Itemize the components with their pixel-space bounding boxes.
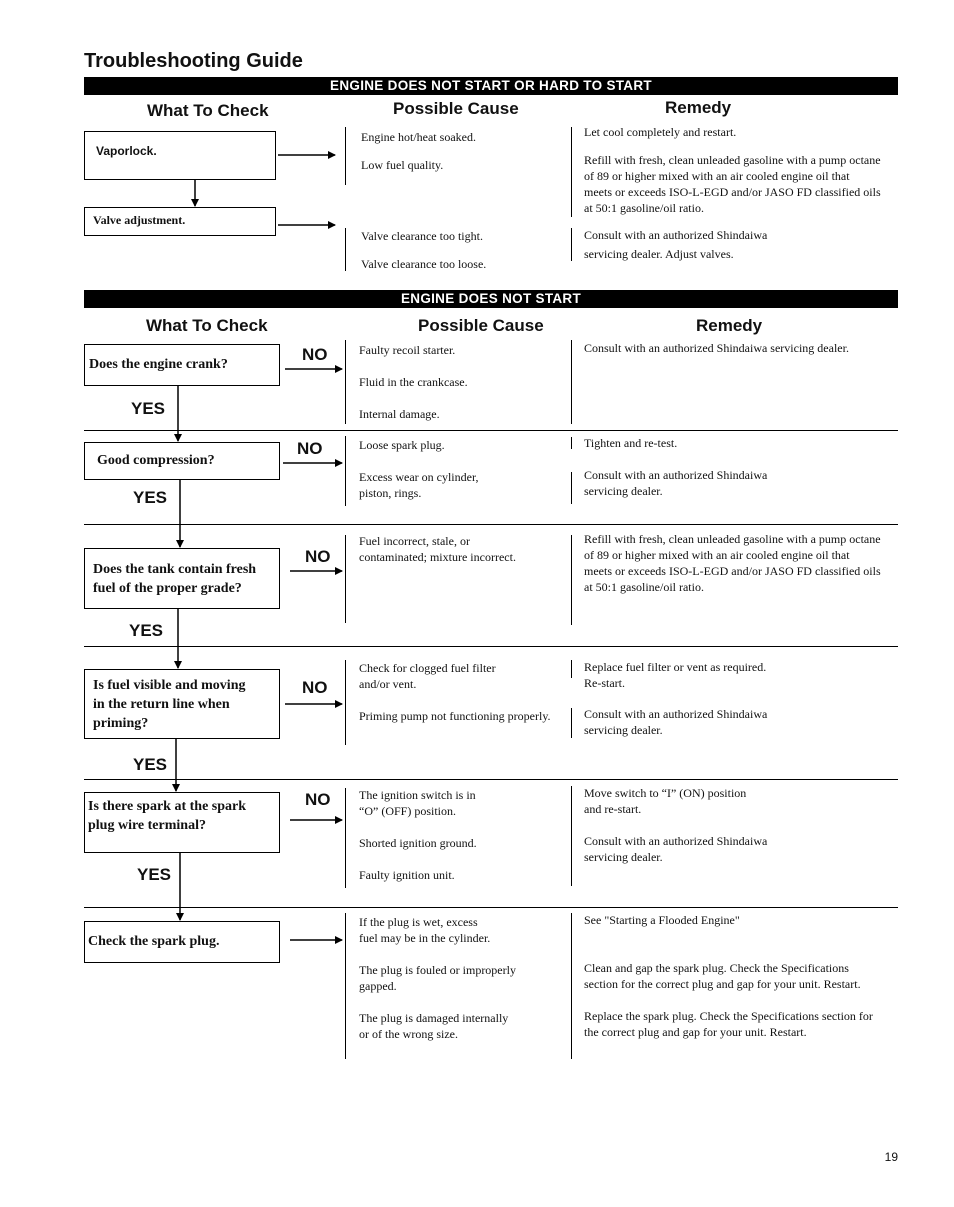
check-label: Does the engine crank? (89, 357, 228, 372)
check-label: Check the spark plug. (88, 934, 220, 949)
remedy-text: Replace the spark plug. Check the Specifications section for the correct plug and gap for your unit. Restart. (584, 1009, 873, 1039)
cause-text: Fuel incorrect, stale, or contaminated; mixture incorrect. (359, 534, 516, 564)
cause-text: Priming pump not functioning properly. (359, 709, 551, 723)
check-label: Valve adjustment. (93, 213, 186, 227)
yes-label: YES (131, 399, 166, 418)
yes-label: YES (129, 621, 164, 640)
header-remedy: Remedy (696, 316, 763, 335)
cause-text: If the plug is wet, excess fuel may be in the cylinder. (359, 915, 491, 945)
remedy-text: Refill with fresh, clean unleaded gasoline with a pump octane of 89 or higher mixed with an air cooled engine oil that meets or exceeds ISO-L-EGD and/or JASO FD classified oils at 50:1 gasoline/oil ratio. (584, 153, 881, 215)
remedy-text: Replace fuel filter or vent as required. Re-start. (584, 660, 767, 690)
cause-text: Faulty recoil starter. (359, 343, 456, 357)
header-remedy: Remedy (665, 98, 732, 117)
header-what-to-check: What To Check (146, 316, 268, 335)
check-label: Vaporlock. (96, 144, 157, 158)
section-banner-hard-to-start: ENGINE DOES NOT START OR HARD TO START (84, 77, 898, 95)
header-possible-cause: Possible Cause (418, 316, 544, 335)
check-label: Does the tank contain fresh fuel of the proper grade? (93, 561, 257, 596)
no-label: NO (305, 547, 331, 566)
section-banner-does-not-start: ENGINE DOES NOT START (84, 290, 898, 308)
cause-text: Check for clogged fuel filter and/or vent. (359, 661, 496, 691)
remedy-text: See "Starting a Flooded Engine" (584, 913, 740, 927)
cause-text: Internal damage. (359, 407, 440, 421)
cause-text: Shorted ignition ground. (359, 836, 477, 850)
yes-label: YES (137, 865, 172, 884)
page-number: 19 (884, 1150, 898, 1164)
remedy-text: Tighten and re-test. (584, 436, 678, 450)
remedy-text: Move switch to “I” (ON) position and re-start. (584, 786, 747, 816)
no-label: NO (297, 439, 323, 458)
cause-text: Fluid in the crankcase. (359, 375, 468, 389)
remedy-text: Consult with an authorized Shindaiwa servicing dealer. (584, 468, 768, 498)
page-title: Troubleshooting Guide (84, 50, 303, 72)
remedy-text: Let cool completely and restart. (584, 125, 737, 139)
cause-text: Excess wear on cylinder, piston, rings. (359, 470, 479, 500)
cause-text: Faulty ignition unit. (359, 868, 455, 882)
check-label: Is fuel visible and moving in the return line when priming? (93, 677, 246, 731)
remedy-text: Consult with an authorized Shindaiwa servicing dealer. (584, 341, 849, 355)
remedy-text: servicing dealer. Adjust valves. (584, 247, 734, 261)
yes-label: YES (133, 755, 168, 774)
check-label: Is there spark at the spark plug wire terminal? (88, 798, 247, 833)
header-possible-cause: Possible Cause (393, 99, 519, 118)
no-label: NO (302, 345, 328, 364)
remedy-text: Clean and gap the spark plug. Check the Specifications section for the correct plug and gap for your unit. Restart. (584, 961, 861, 991)
no-label: NO (302, 678, 328, 697)
remedy-text: Consult with an authorized Shindaiwa (584, 228, 768, 242)
cause-text: Valve clearance too tight. (361, 229, 483, 243)
yes-label: YES (133, 488, 168, 507)
cause-text: The plug is damaged internally or of the wrong size. (359, 1011, 509, 1041)
cause-text: The plug is fouled or improperly gapped. (359, 963, 516, 993)
no-label: NO (305, 790, 331, 809)
cause-text: Loose spark plug. (359, 438, 445, 452)
check-label: Good compression? (97, 453, 215, 468)
cause-text: Valve clearance too loose. (361, 257, 487, 271)
remedy-text: Consult with an authorized Shindaiwa servicing dealer. (584, 834, 768, 864)
remedy-text: Consult with an authorized Shindaiwa servicing dealer. (584, 707, 768, 737)
cause-text: The ignition switch is in “O” (OFF) position. (359, 788, 476, 818)
header-what-to-check: What To Check (147, 101, 269, 120)
cause-text: Engine hot/heat soaked. (361, 130, 476, 144)
remedy-text: Refill with fresh, clean unleaded gasoline with a pump octane of 89 or higher mixed with an air cooled engine oil that meets or exceeds ISO-L-EGD and/or JASO FD classified oils at 50:1 gasoline/oil ratio. (584, 532, 881, 594)
cause-text: Low fuel quality. (361, 158, 444, 172)
